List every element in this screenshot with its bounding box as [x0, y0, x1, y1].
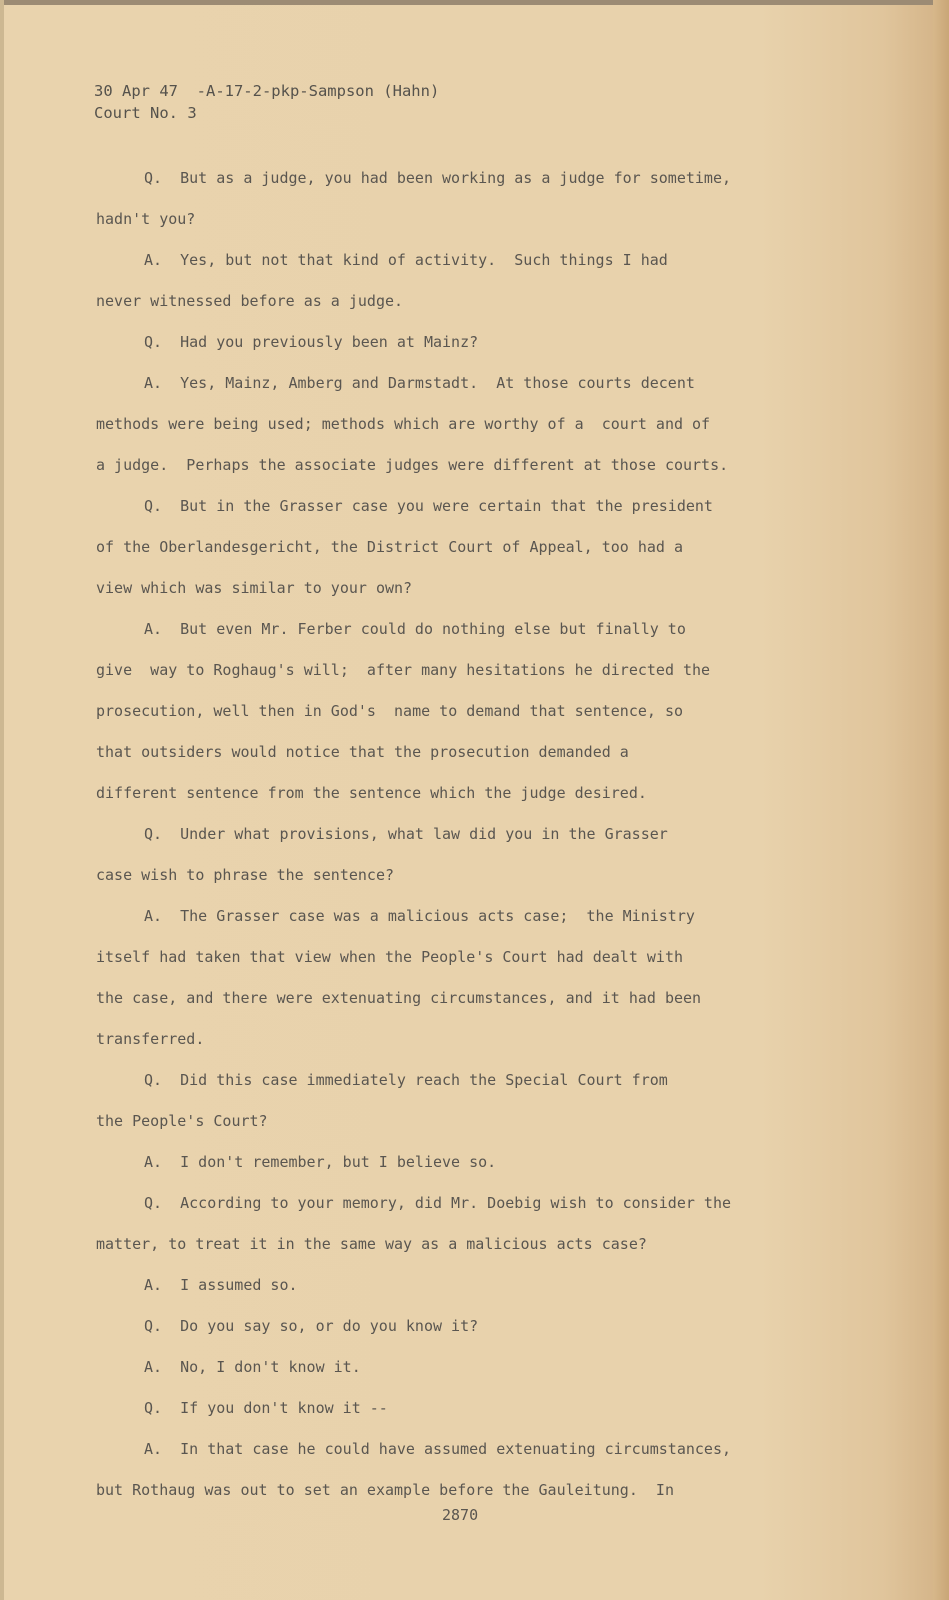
testimony-paragraph: [96, 814, 816, 896]
testimony-paragraph: [96, 1388, 816, 1429]
testimony-line: Q. But in the Grasser case you were certain that the president: [144, 497, 713, 515]
testimony-line: that outsiders would notice that the prosecution demanded a: [96, 743, 629, 761]
testimony-line: A. The Grasser case was a malicious acts case; the Ministry: [144, 907, 695, 925]
testimony-paragraph: [96, 1306, 816, 1347]
testimony-line: give way to Roghaug's will; after many hesitations he directed the: [96, 661, 711, 679]
testimony-paragraph: [96, 1429, 816, 1511]
page-left-edge: [0, 0, 4, 1600]
page-right-edge: [933, 0, 949, 1600]
testimony-paragraph: [96, 609, 816, 814]
header-court-line: Court No. 3: [94, 104, 197, 122]
testimony-line: the case, and there were extenuating circumstances, and it had been: [96, 989, 702, 1007]
testimony-line: never witnessed before as a judge.: [96, 292, 404, 310]
testimony-line: Q. Do you say so, or do you know it?: [144, 1317, 479, 1335]
testimony-line: different sentence from the sentence which the judge desired.: [96, 784, 647, 802]
testimony-line: transferred.: [96, 1030, 205, 1048]
testimony-paragraph: [96, 240, 816, 322]
testimony-line: matter, to treat it in the same way as a malicious acts case?: [96, 1235, 647, 1253]
transcript-header: [94, 80, 439, 124]
testimony-line: hadn't you?: [96, 210, 196, 228]
testimony-line: itself had taken that view when the People's Court had dealt with: [96, 948, 683, 966]
testimony-line: A. I don't remember, but I believe so.: [144, 1153, 497, 1171]
testimony-line: view which was similar to your own?: [96, 579, 413, 597]
testimony-line: A. In that case he could have assumed extenuating circumstances,: [144, 1440, 731, 1458]
testimony-line: the People's Court?: [96, 1112, 268, 1130]
testimony-line: A. Yes, Mainz, Amberg and Darmstadt. At those courts decent: [144, 374, 695, 392]
transcript-body: [96, 158, 816, 1511]
testimony-line: A. But even Mr. Ferber could do nothing else but finally to: [144, 620, 686, 638]
testimony-line: Q. But as a judge, you had been working as a judge for sometime,: [144, 169, 731, 187]
page-top-edge: [0, 0, 949, 5]
testimony-line: A. No, I don't know it.: [144, 1358, 361, 1376]
testimony-line: prosecution, well then in God's name to demand that sentence, so: [96, 702, 683, 720]
page-number: 2870: [442, 1506, 479, 1524]
testimony-line: Q. Under what provisions, what law did you in the Grasser: [144, 825, 668, 843]
testimony-paragraph: [96, 896, 816, 1060]
testimony-line: methods were being used; methods which are worthy of a court and of: [96, 415, 711, 433]
testimony-paragraph: [96, 363, 816, 486]
testimony-paragraph: [96, 1060, 816, 1142]
testimony-line: A. Yes, but not that kind of activity. Such things I had: [144, 251, 668, 269]
header-date-line: 30 Apr 47 -A-17-2-pkp-Sampson (Hahn): [94, 82, 440, 100]
testimony-paragraph: [96, 1347, 816, 1388]
testimony-line: case wish to phrase the sentence?: [96, 866, 395, 884]
testimony-line: Q. According to your memory, did Mr. Doebig wish to consider the: [144, 1194, 731, 1212]
testimony-line: Q. If you don't know it --: [144, 1399, 388, 1417]
testimony-line: of the Oberlandesgericht, the District Court of Appeal, too had a: [96, 538, 683, 556]
testimony-paragraph: [96, 1142, 816, 1183]
testimony-paragraph: [96, 158, 816, 240]
testimony-paragraph: [96, 1183, 816, 1265]
testimony-paragraph: [96, 322, 816, 363]
testimony-paragraph: [96, 1265, 816, 1306]
testimony-line: Q. Had you previously been at Mainz?: [144, 333, 479, 351]
testimony-paragraph: [96, 486, 816, 609]
testimony-line: Q. Did this case immediately reach the Special Court from: [144, 1071, 668, 1089]
testimony-line: A. I assumed so.: [144, 1276, 298, 1294]
testimony-line: a judge. Perhaps the associate judges were different at those courts.: [96, 456, 729, 474]
testimony-line: but Rothaug was out to set an example before the Gauleitung. In: [96, 1481, 674, 1499]
